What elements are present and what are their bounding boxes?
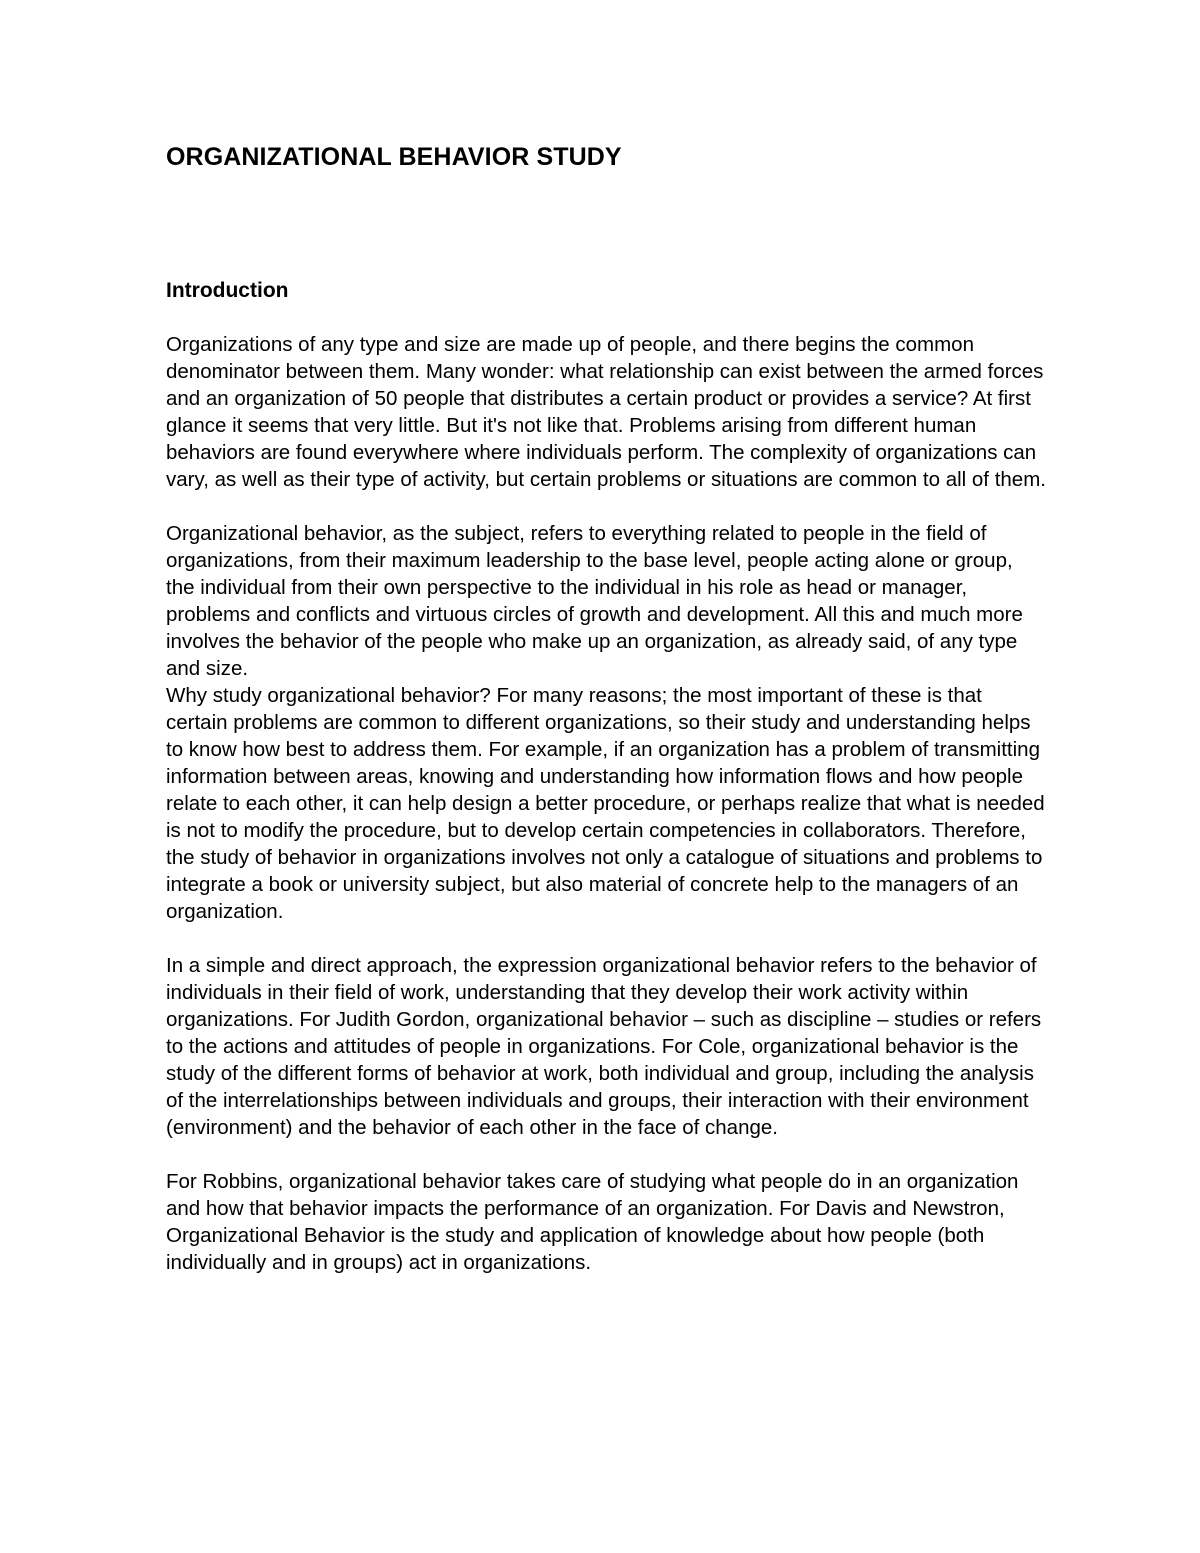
paragraph-2: Organizational behavior, as the subject, refers to everything related to people in the field of organizations, from their maximum leadership to the base level, people acting alone or group, the individual from their own perspective to the individual in his role as head or manager, problems and conflicts and virtuous circles of growth and development. All this and much more involves the behavior of the people who make up an organization, as already said, of any type and size. <box>166 522 1023 680</box>
document-body <box>166 140 1046 1276</box>
paragraph-5: For Robbins, organizational behavior takes care of studying what people do in an organization and how that behavior impacts the performance of an organization. For Davis and Newstron, Organizational Behavior is the study and application of knowledge about how people (both individually and in groups) act in organizations. <box>166 1170 1019 1274</box>
paragraph-3: Why study organizational behavior? For many reasons; the most important of these is that certain problems are common to different organizations, so their study and understanding helps to know how best to address them. For example, if an organization has a problem of transmitting information between areas, knowing and understanding how information flows and how people relate to each other, it can help design a better procedure, or perhaps realize that what is needed is not to modify the procedure, but to develop certain competencies in collaborators. Therefore, the study of behavior in organizations involves not only a catalogue of situations and problems to integrate a book or university subject, but also material of concrete help to the managers of an organization. <box>166 684 1045 923</box>
document-title: ORGANIZATIONAL BEHAVIOR STUDY <box>166 143 622 171</box>
paragraph-4: In a simple and direct approach, the expression organizational behavior refers to the behavior of individuals in their field of work, understanding that they develop their work activity within organizations. For Judith Gordon, organizational behavior – such as discipline – studies or refers to the actions and attitudes of people in organizations. For Cole, organizational behavior is the study of the different forms of behavior at work, both individual and group, including the analysis of the interrelationships between individuals and groups, their interaction with their environment (environment) and the behavior of each other in the face of change. <box>166 954 1042 1139</box>
paragraph-1: Organizations of any type and size are made up of people, and there begins the common denominator between them. Many wonder: what relationship can exist between the armed forces and an organization of 50 people that distributes a certain product or provides a service? At first glance it seems that very little. But it's not like that. Problems arising from different human behaviors are found everywhere where individuals perform. The complexity of organizations can vary, as well as their type of activity, but certain problems or situations are common to all of them. <box>166 333 1046 491</box>
section-heading-introduction: Introduction <box>166 279 289 302</box>
